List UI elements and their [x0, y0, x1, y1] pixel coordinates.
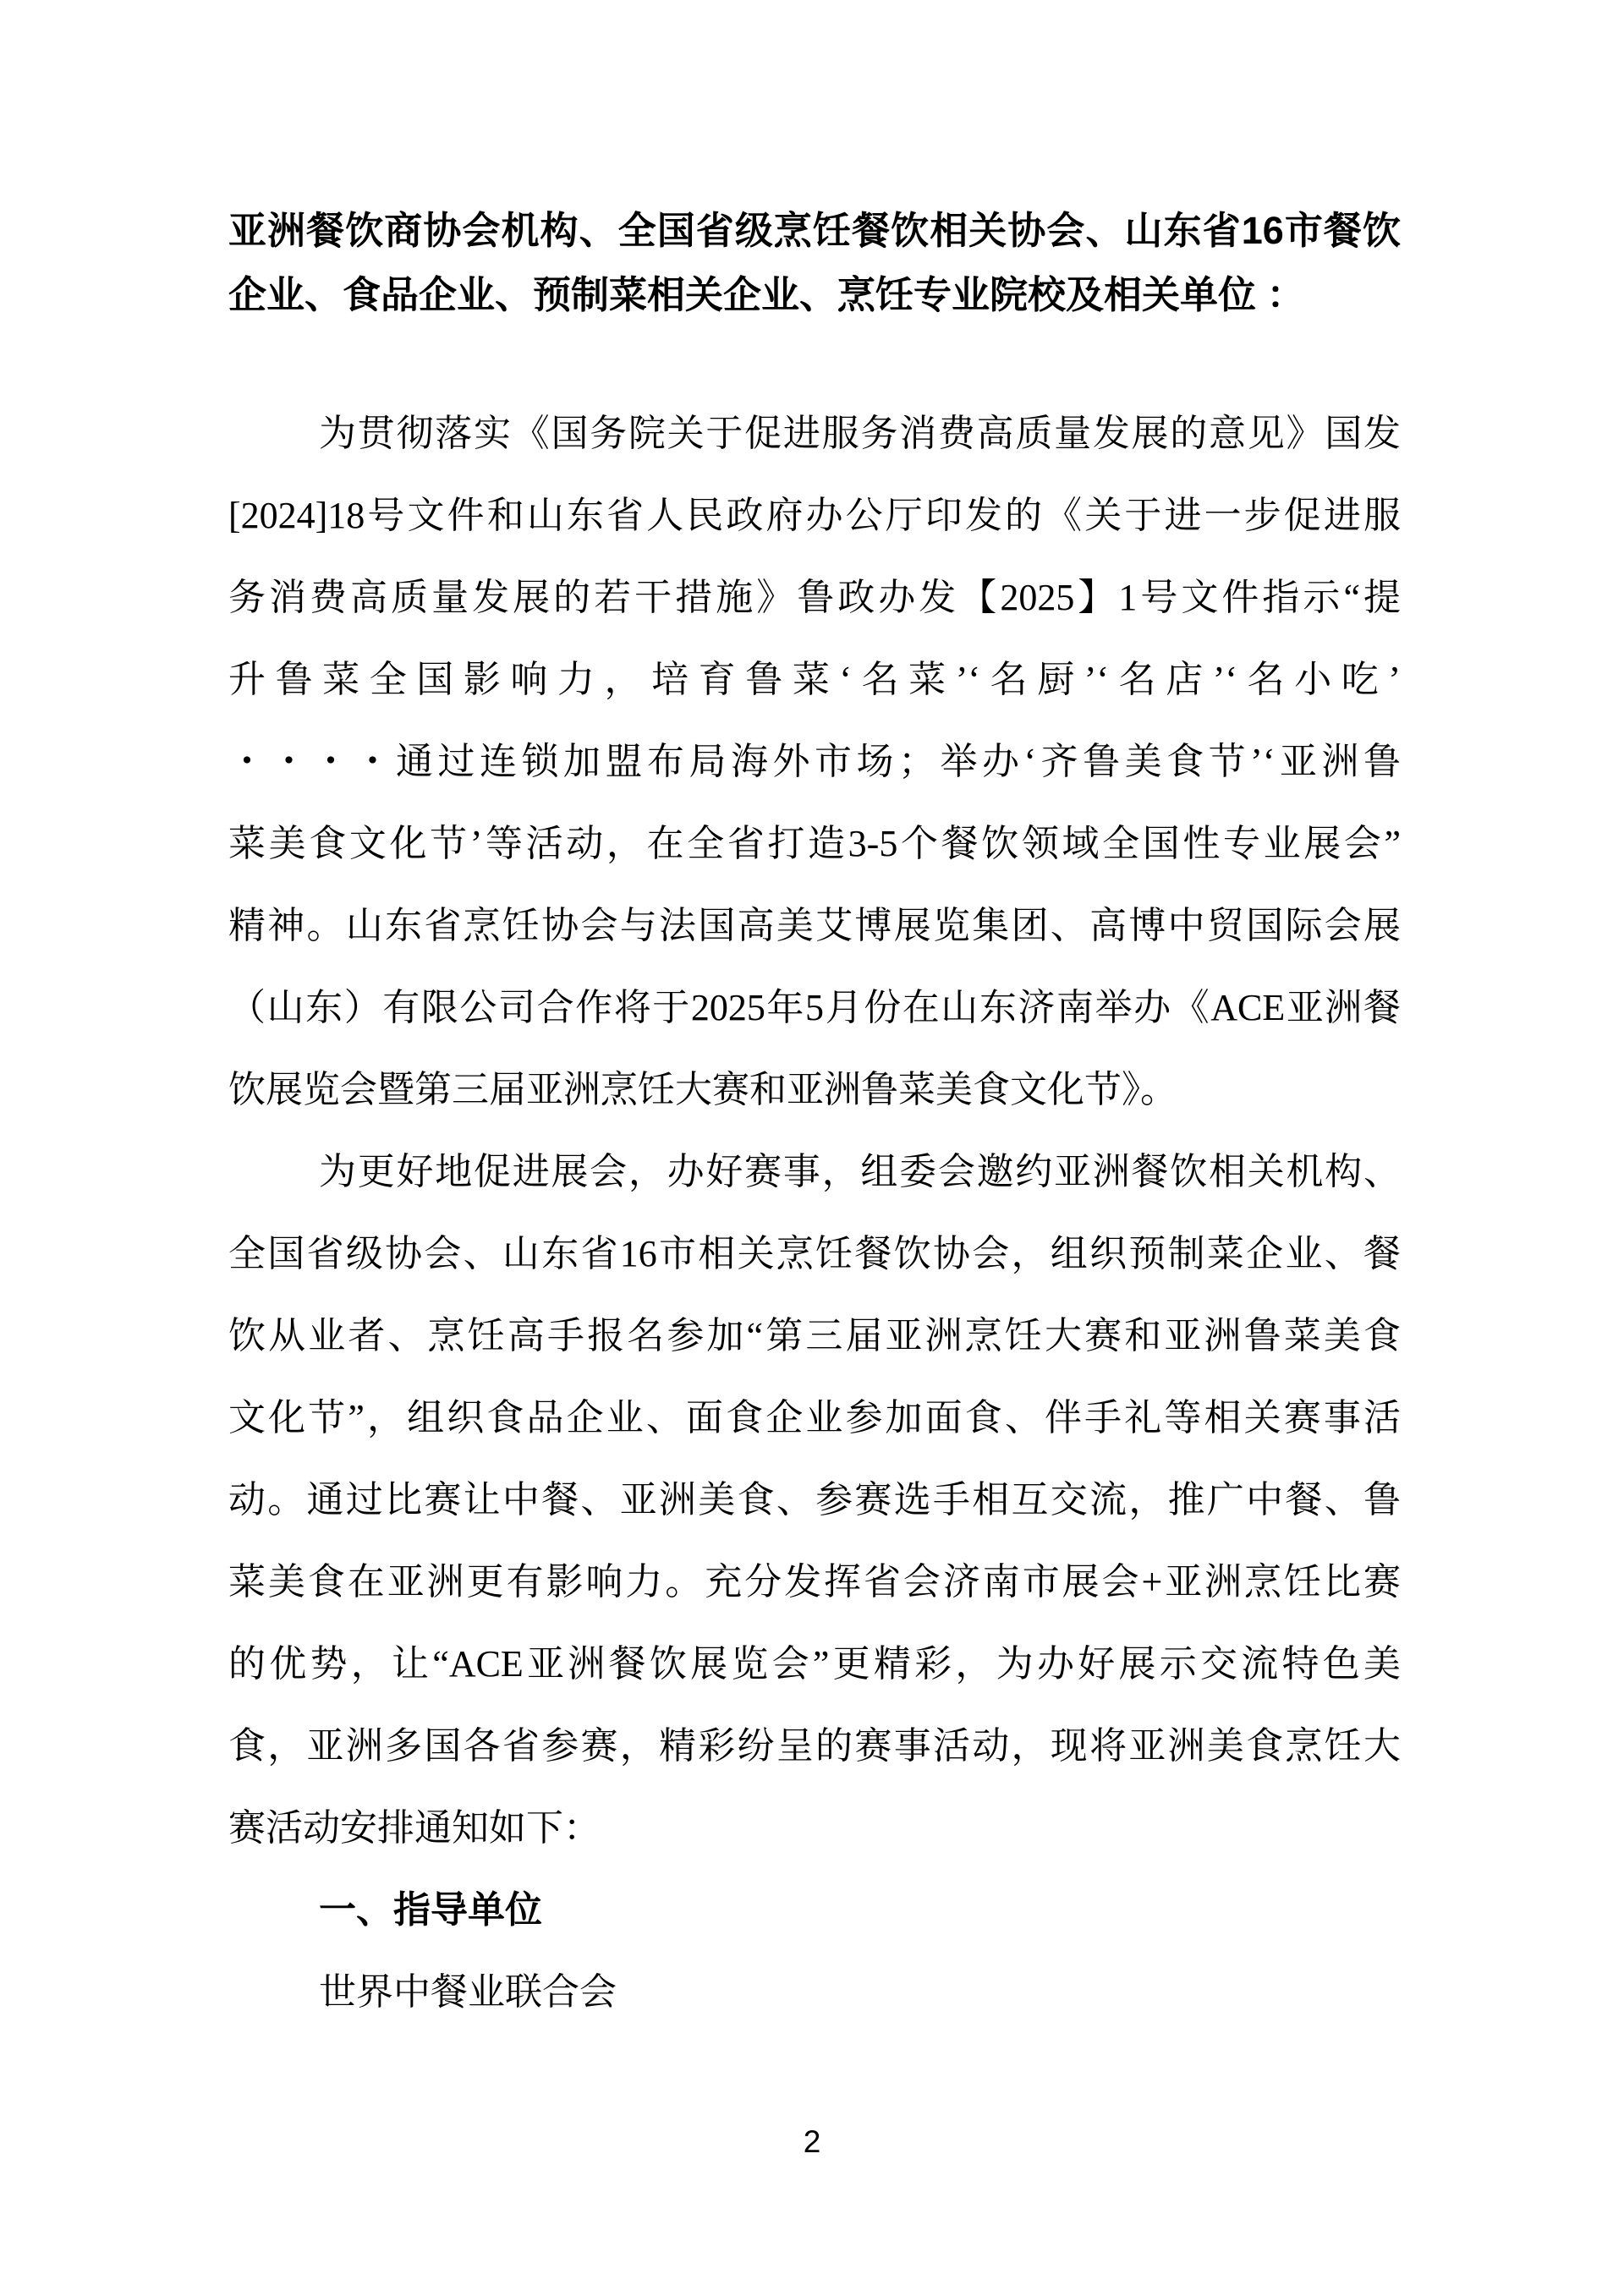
paragraph-2-line: 饮从业者、烹饪高手报名参加“第三届亚洲烹饪大赛和亚洲鲁菜美食	[228, 1315, 1401, 1356]
section-heading-guidance-units: 一、指导单位	[319, 1889, 542, 1931]
paragraph-2-line: 食，亚洲多国各省参赛，精彩纷呈的赛事活动，现将亚洲美食烹饪大	[228, 1725, 1401, 1767]
paragraph-2-line: 全国省级协会、山东省16市相关烹饪餐饮协会，组织预制菜企业、餐	[228, 1233, 1401, 1274]
document-body	[228, 392, 1401, 2033]
paragraph-1-line: 饮展览会暨第三届亚洲烹饪大赛和亚洲鲁菜美食文化节》。	[228, 1069, 1177, 1110]
paragraph-1-line: 菜美食文化节’等活动，在全省打造3-5个餐饮领域全国性专业展会”	[228, 823, 1401, 864]
paragraph-2-line: 动。通过比赛让中餐、亚洲美食、参赛选手相互交流，推广中餐、鲁	[228, 1479, 1401, 1521]
paragraph-1-line: [2024]18号文件和山东省人民政府办公厅印发的《关于进一步促进服	[228, 495, 1401, 536]
paragraph-1-line: 精神。山东省烹饪协会与法国高美艾博展览集团、高博中贸国际会展	[228, 905, 1401, 946]
paragraph-1-line: （山东）有限公司合作将于2025年5月份在山东济南举办《ACE亚洲餐	[228, 987, 1401, 1028]
paragraph-2-line: 文化节”，组织食品企业、面食企业参加面食、伴手礼等相关赛事活	[228, 1397, 1401, 1438]
paragraph-1-line: ・・・・通过连锁加盟布局海外市场；举办‘齐鲁美食节’‘亚洲鲁	[228, 741, 1401, 782]
paragraph-2-line: 为更好地促进展会，办好赛事，组委会邀约亚洲餐饮相关机构、	[319, 1151, 1401, 1192]
guidance-unit-name: 世界中餐业联合会	[319, 1971, 617, 2013]
title-line-2: 企业、食品企业、预制菜相关企业、烹饪专业院校及相关单位 ：	[228, 273, 1305, 316]
paragraph-2-line: 赛活动安排通知如下：	[228, 1807, 601, 1849]
paragraph-1-line: 务消费高质量发展的若干措施》鲁政办发【2025】1号文件指示“提	[228, 577, 1401, 618]
page-number: 2	[803, 2124, 821, 2159]
title-line-1: 亚洲餐饮商协会机构、全国省级烹饪餐饮相关协会、山东省16市餐饮	[228, 209, 1401, 252]
paragraph-2-line: 菜美食在亚洲更有影响力。充分发挥省会济南市展会+亚洲烹饪比赛	[228, 1561, 1401, 1603]
document-title	[228, 199, 1401, 327]
paragraph-2-line: 的优势，让“ACE亚洲餐饮展览会”更精彩，为办好展示交流特色美	[228, 1643, 1401, 1685]
paragraph-1-line: 为贯彻落实《国务院关于促进服务消费高质量发展的意见》国发	[319, 413, 1401, 454]
paragraph-1-line: 升鲁菜全国影响力，培育鲁菜‘名菜’‘名厨’‘名店’‘名小吃’	[228, 659, 1401, 700]
